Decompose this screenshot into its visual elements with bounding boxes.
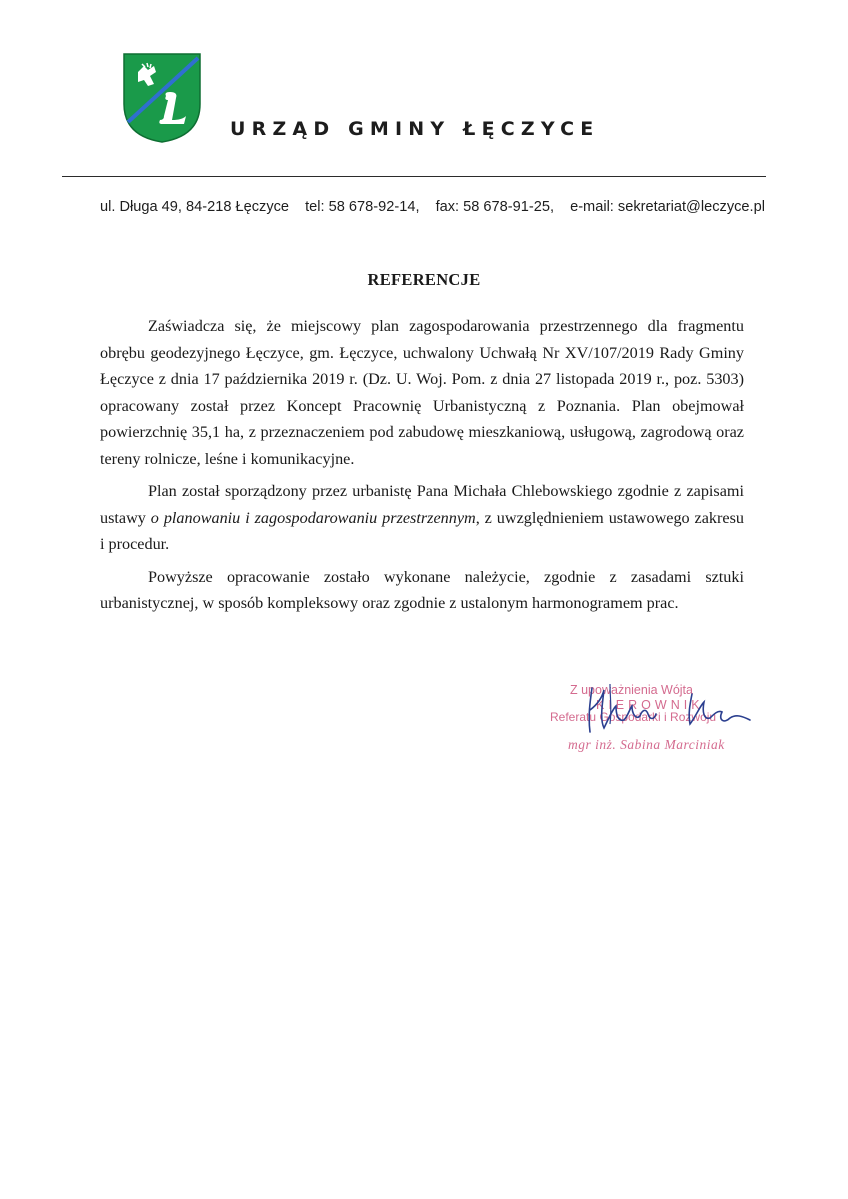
handwritten-signature (580, 680, 760, 740)
phone-number: tel: 58 678-92-14, (305, 199, 420, 215)
paragraph-2-end: , z uwzględnieniem ustawowego zakresu i procedur. (100, 508, 744, 553)
fax-number: fax: 58 678-91-25, (435, 199, 555, 215)
contact-line (100, 199, 765, 215)
coat-of-arms-icon (122, 52, 202, 144)
stamp-signatory: mgr inż. Sabina Marciniak (568, 737, 725, 752)
stamp-position: KIEROWNIK (596, 698, 704, 712)
paragraph-1: Zaświadcza się, że miejscowy plan zagospodarowania przestrzennego dla fragmentu obrębu geodezyjnego Łęczyce, gm. Łęczyce, uchwalony Uchwałą Nr XV/107/2019 Rady Gminy Łęczyce z dnia 17 października 2019 r. (Dz. U. Woj. Pom. z dnia 27 listopada 2019 r., poz. 5303) opracowany został przez Koncept Pracownię Urbanistyczną z Poznania. Plan obejmował powierzchnię 35,1 ha, z przeznaczeniem pod zabudowę mieszkaniową, usługową, zagrodową oraz tereny rolnicze, leśne i komunikacyjne. (100, 317, 744, 468)
paragraph-2-start: Plan został sporządzony przez urbanistę Pana Michała Chlebowskiego zgodnie z zapisami ustawy (100, 482, 744, 527)
header-divider (62, 176, 766, 177)
paragraph-3: Powyższe opracowanie zostało wykonane należycie, zgodnie z zasadami sztuki urbanistycznej, w sposób kompleksowy oraz zgodnie z ustalonym harmonogramem prac. (100, 567, 744, 612)
official-stamp (540, 680, 760, 760)
paragraph-2 (100, 478, 744, 558)
document-body (100, 313, 744, 623)
stamp-department: Referatu Gospodarki i Rozwoju (550, 710, 717, 724)
stamp-authorization: Z upoważnienia Wójta (570, 683, 693, 697)
document-title: REFERENCJE (367, 270, 481, 289)
organization-name: URZĄD GMINY ŁĘCZYCE (230, 118, 600, 140)
email-address: e-mail: sekretariat@leczyce.pl (570, 199, 765, 215)
act-title: o planowaniu i zagospodarowaniu przestrzennym (150, 508, 476, 527)
postal-address: ul. Długa 49, 84-218 Łęczyce (100, 199, 290, 215)
